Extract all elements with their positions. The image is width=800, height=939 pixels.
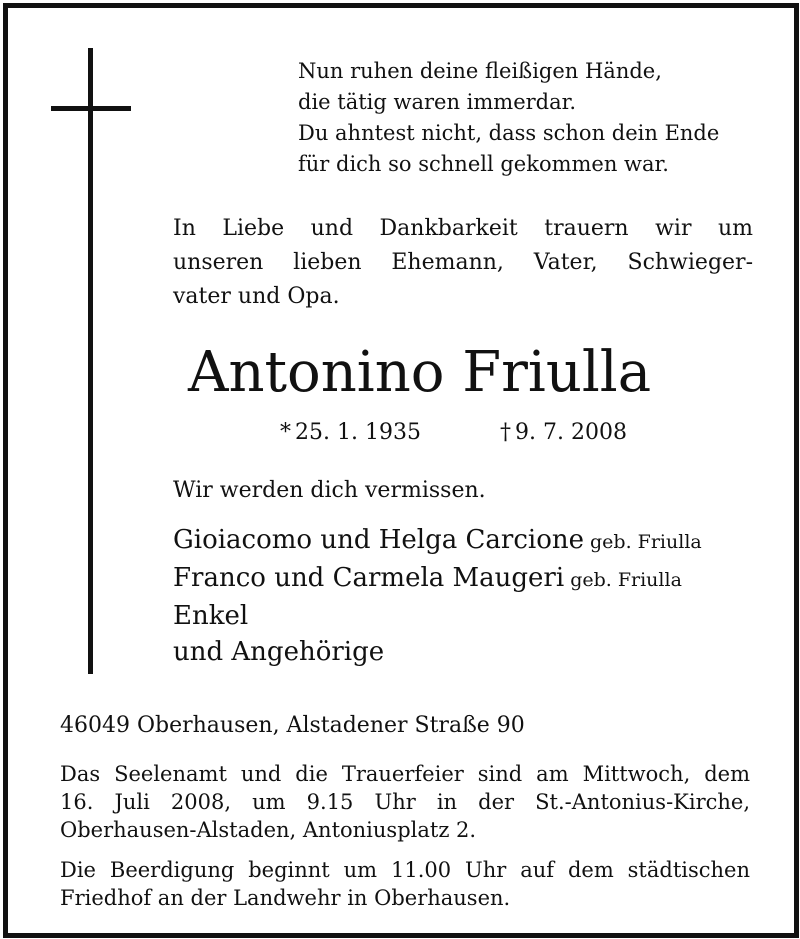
cross-icon — [88, 48, 93, 674]
service-info — [60, 760, 750, 844]
intro-line: unseren lieben Ehemann, Vater, Schwieger- — [173, 250, 753, 275]
death-symbol: † — [500, 420, 511, 445]
family-member — [173, 634, 702, 670]
burial-info — [60, 856, 750, 912]
family-list — [173, 522, 702, 670]
poem-line: die tätig waren immerdar. — [298, 90, 577, 114]
burial-line: Die Beerdigung beginnt um 11.00 Uhr auf dem städtischen — [60, 858, 750, 882]
family-member-name: Enkel — [173, 601, 249, 631]
cross-icon-bar — [51, 106, 131, 111]
family-member-note: geb. Friulla — [570, 569, 682, 591]
family-member-name: Franco und Carmela Maugeri — [173, 563, 565, 593]
death-date — [500, 416, 627, 450]
family-member-name: und Angehörige — [173, 637, 385, 667]
family-member — [173, 598, 702, 634]
burial-line: Friedhof an der Landwehr in Oberhausen. — [60, 886, 511, 910]
family-member — [173, 522, 702, 560]
deceased-name: Antonino Friulla — [188, 340, 652, 405]
poem-line: Du ahntest nicht, dass schon dein Ende — [298, 121, 720, 145]
intro-line: vater und Opa. — [173, 284, 340, 309]
birth-symbol: * — [280, 420, 291, 445]
farewell-text: Wir werden dich vermissen. — [173, 478, 486, 503]
family-member — [173, 560, 702, 598]
intro-text — [173, 212, 753, 314]
birth-date — [280, 416, 421, 450]
birth-date-value: 25. 1. 1935 — [295, 420, 421, 445]
family-member-name: Gioiacomo und Helga Carcione — [173, 525, 585, 555]
intro-line: In Liebe und Dankbarkeit trauern wir um — [173, 216, 753, 241]
poem-line: für dich so schnell gekommen war. — [298, 152, 669, 176]
service-line: 16. Juli 2008, um 9.15 Uhr in der St.-Antonius-Kirche, — [60, 790, 750, 814]
family-member-note: geb. Friulla — [590, 531, 702, 553]
service-line: Oberhausen-Alstaden, Antoniusplatz 2. — [60, 818, 477, 842]
obituary-notice — [3, 3, 799, 938]
service-line: Das Seelenamt und die Trauerfeier sind am Mittwoch, dem — [60, 762, 750, 786]
poem-line: Nun ruhen deine fleißigen Hände, — [298, 59, 662, 83]
death-date-value: 9. 7. 2008 — [515, 420, 627, 445]
mourning-address: 46049 Oberhausen, Alstadener Straße 90 — [60, 713, 525, 738]
poem — [298, 56, 719, 180]
